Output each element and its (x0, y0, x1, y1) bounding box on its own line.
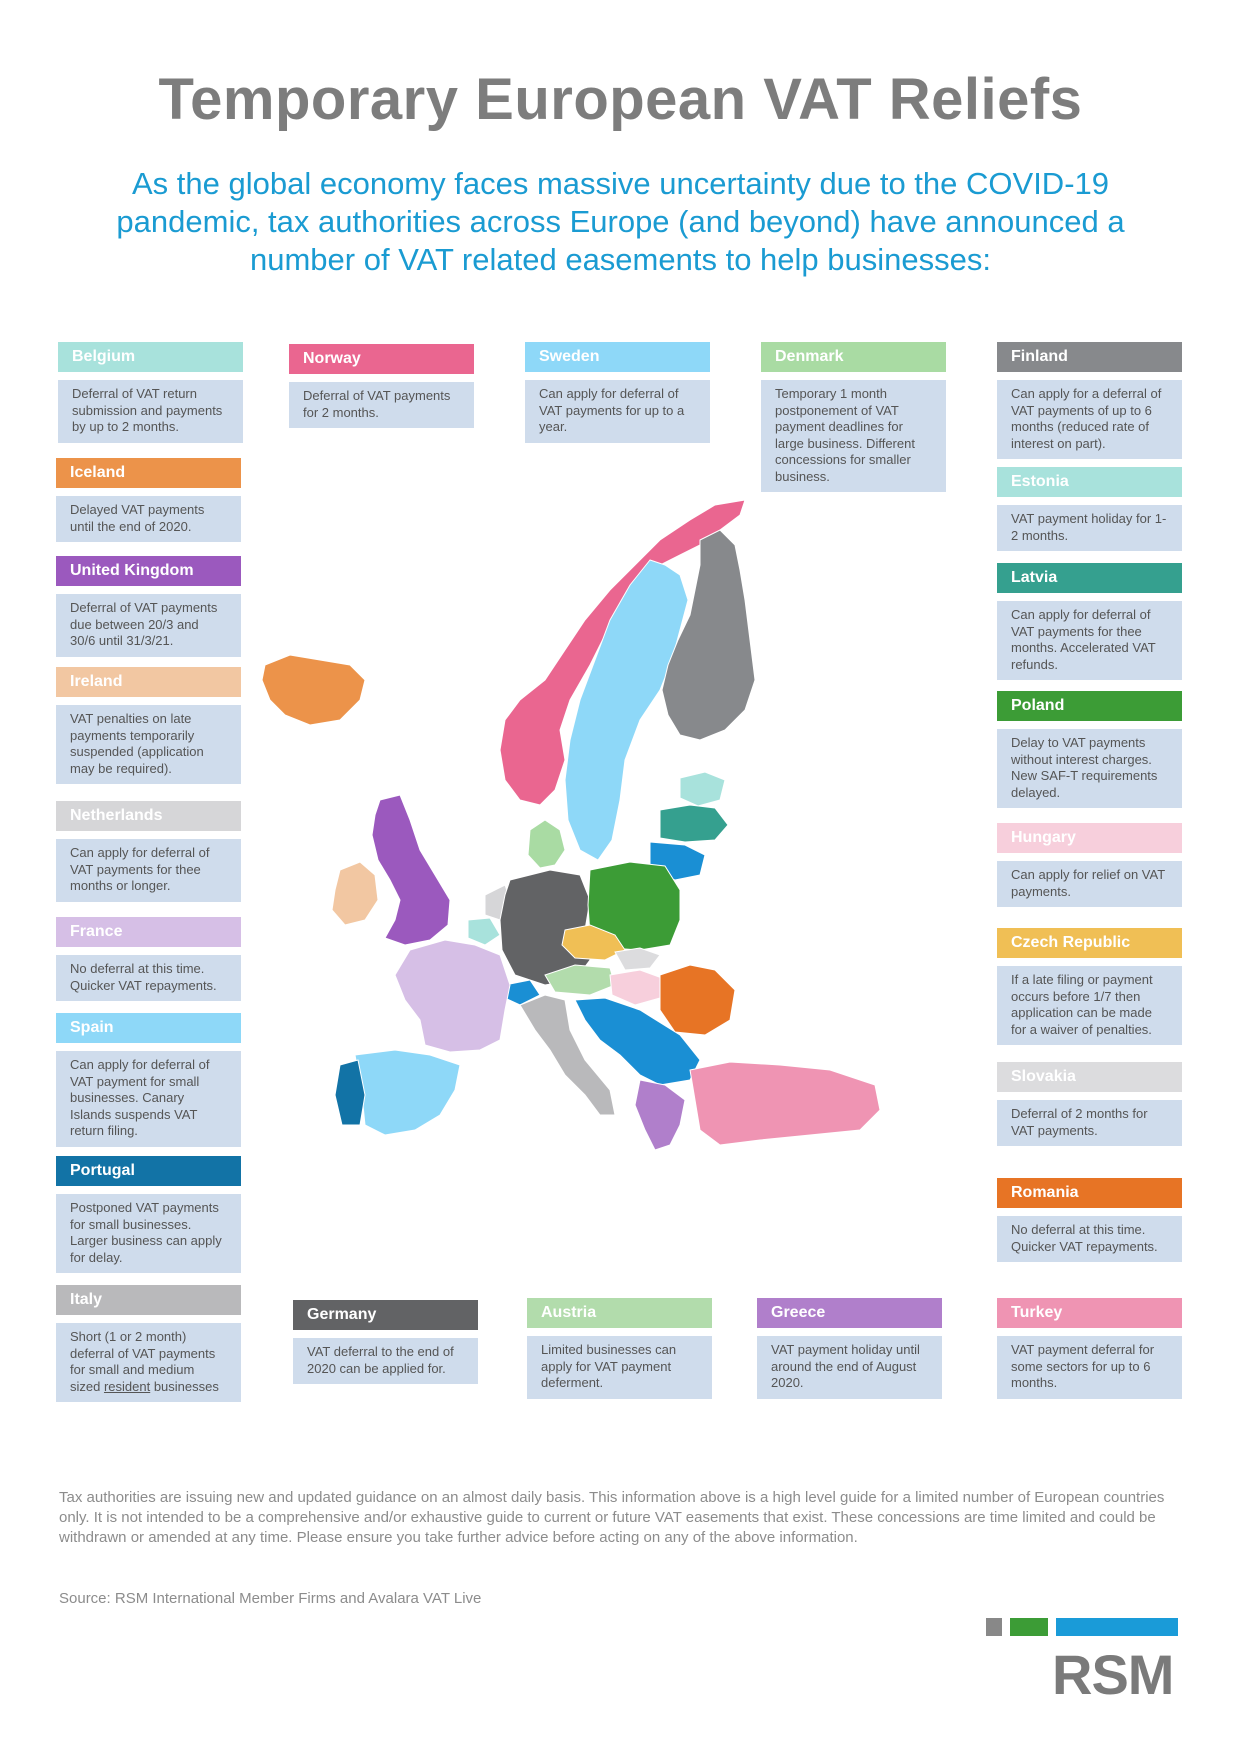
card-estonia (997, 467, 1182, 551)
map-slovakia (615, 948, 660, 970)
card-denmark (761, 342, 946, 492)
card-germany-text: VAT deferral to the end of 2020 can be applied for. (293, 1338, 478, 1384)
card-finland (997, 342, 1182, 459)
card-france (56, 917, 241, 1001)
card-spain-header: Spain (56, 1013, 241, 1043)
card-denmark-text: Temporary 1 month postponement of VAT payment deadlines for large business. Different concessions for smaller business. (761, 380, 946, 492)
card-united-kingdom (56, 556, 241, 657)
card-hungary-text: Can apply for relief on VAT payments. (997, 861, 1182, 907)
map-united-kingdom (372, 795, 450, 945)
card-iceland-text: Delayed VAT payments until the end of 2020. (56, 496, 241, 542)
card-portugal-text: Postponed VAT payments for small businesses. Larger business can apply for delay. (56, 1194, 241, 1273)
map-latvia (660, 805, 728, 842)
card-poland-text: Delay to VAT payments without interest charges. New SAF-T requirements delayed. (997, 729, 1182, 808)
card-netherlands-text: Can apply for deferral of VAT payments for thee months or longer. (56, 839, 241, 902)
card-slovakia-text: Deferral of 2 months for VAT payments. (997, 1100, 1182, 1146)
card-turkey-text: VAT payment deferral for some sectors for up to 6 months. (997, 1336, 1182, 1399)
card-hungary-header: Hungary (997, 823, 1182, 853)
card-netherlands-header: Netherlands (56, 801, 241, 831)
card-netherlands (56, 801, 241, 902)
card-hungary (997, 823, 1182, 907)
card-germany (293, 1300, 478, 1384)
card-czech-republic-header: Czech Republic (997, 928, 1182, 958)
card-romania-text: No deferral at this time. Quicker VAT repayments. (997, 1216, 1182, 1262)
card-iceland-header: Iceland (56, 458, 241, 488)
card-iceland (56, 458, 241, 542)
card-estonia-text: VAT payment holiday for 1-2 months. (997, 505, 1182, 551)
card-sweden (525, 342, 710, 443)
card-austria-text: Limited businesses can apply for VAT payment deferment. (527, 1336, 712, 1399)
card-poland-header: Poland (997, 691, 1182, 721)
card-united-kingdom-text: Deferral of VAT payments due between 20/3 and 30/6 until 31/3/21. (56, 594, 241, 657)
card-norway (289, 344, 474, 428)
map-turkey (690, 1062, 880, 1145)
card-latvia-text: Can apply for deferral of VAT payments for thee months. Accelerated VAT refunds. (997, 601, 1182, 680)
logo-bar-blue (1056, 1618, 1178, 1636)
card-austria-header: Austria (527, 1298, 712, 1328)
card-czech-republic-text: If a late filing or payment occurs before 1/7 then application can be made for a waiver of penalties. (997, 966, 1182, 1045)
card-italy-header: Italy (56, 1285, 241, 1315)
card-turkey-header: Turkey (997, 1298, 1182, 1328)
card-spain (56, 1013, 241, 1147)
map-spain (355, 1050, 460, 1135)
footnote: Tax authorities are issuing new and updated guidance on an almost daily basis. This information above is a high level guide for a limited number of European countries only. It is not intended to be a comprehensive and/or exhaustive guide to current or future VAT easements that exist. These concessions are time limited and could be withdrawn or amended at any time. Please ensure you take further advice before acting on any of the above information. (59, 1489, 1165, 1546)
italy-text-link: resident (103, 1378, 151, 1394)
map-ireland (332, 862, 378, 925)
card-finland-text: Can apply for a deferral of VAT payments of up to 6 months (reduced rate of interest on part). (997, 380, 1182, 459)
source-note: Source: RSM International Member Firms and Avalara VAT Live (59, 1590, 482, 1607)
card-italy-text (56, 1323, 241, 1402)
card-sweden-header: Sweden (525, 342, 710, 372)
card-finland-header: Finland (997, 342, 1182, 372)
card-belgium-text: Deferral of VAT return submission and payments by up to 2 months. (58, 380, 243, 443)
card-latvia-header: Latvia (997, 563, 1182, 593)
italy-text-post: businesses (150, 1378, 219, 1394)
logo-bar-green (1010, 1618, 1048, 1636)
card-norway-header: Norway (289, 344, 474, 374)
card-czech-republic (997, 928, 1182, 1045)
map-iceland (262, 655, 365, 725)
card-estonia-header: Estonia (997, 467, 1182, 497)
map-greece (635, 1080, 685, 1150)
card-turkey (997, 1298, 1182, 1399)
map-belgium (468, 918, 500, 945)
rsm-logo: RSM (1052, 1643, 1174, 1706)
card-romania-header: Romania (997, 1178, 1182, 1208)
card-norway-text: Deferral of VAT payments for 2 months. (289, 382, 474, 428)
card-austria (527, 1298, 712, 1399)
map-estonia (680, 772, 725, 806)
card-romania (997, 1178, 1182, 1262)
card-italy (56, 1285, 241, 1402)
card-ireland-header: Ireland (56, 667, 241, 697)
card-greece-header: Greece (757, 1298, 942, 1328)
card-portugal (56, 1156, 241, 1273)
card-france-text: No deferral at this time. Quicker VAT repayments. (56, 955, 241, 1001)
card-belgium-header: Belgium (58, 342, 243, 372)
card-greece-text: VAT payment holiday until around the end of August 2020. (757, 1336, 942, 1399)
intro-text: As the global economy faces massive uncertainty due to the COVID-19 pandemic, tax authorities across Europe (and beyond) have announced a number of VAT related easements to help businesses: (116, 166, 1125, 277)
card-spain-text: Can apply for deferral of VAT payment for small businesses. Canary Islands suspends VAT return filing. (56, 1051, 241, 1147)
card-united-kingdom-header: United Kingdom (56, 556, 241, 586)
europe-map (250, 490, 880, 1190)
card-poland (997, 691, 1182, 808)
logo-bar-gray (986, 1618, 1002, 1636)
card-slovakia (997, 1062, 1182, 1146)
map-france (395, 940, 510, 1052)
card-slovakia-header: Slovakia (997, 1062, 1182, 1092)
card-latvia (997, 563, 1182, 680)
map-denmark (528, 820, 565, 868)
card-germany-header: Germany (293, 1300, 478, 1330)
card-france-header: France (56, 917, 241, 947)
card-sweden-text: Can apply for deferral of VAT payments for up to a year. (525, 380, 710, 443)
card-ireland-text: VAT penalties on late payments temporarily suspended (application may be required). (56, 705, 241, 784)
card-portugal-header: Portugal (56, 1156, 241, 1186)
card-belgium (58, 342, 243, 443)
card-denmark-header: Denmark (761, 342, 946, 372)
card-greece (757, 1298, 942, 1399)
map-romania (660, 965, 735, 1035)
page-title: Temporary European VAT Reliefs (158, 67, 1083, 132)
map-hungary (610, 970, 662, 1005)
italy-text-pre: Short (1 or 2 month) deferral of VAT payments for small and medium sized (70, 1329, 216, 1394)
card-ireland (56, 667, 241, 784)
